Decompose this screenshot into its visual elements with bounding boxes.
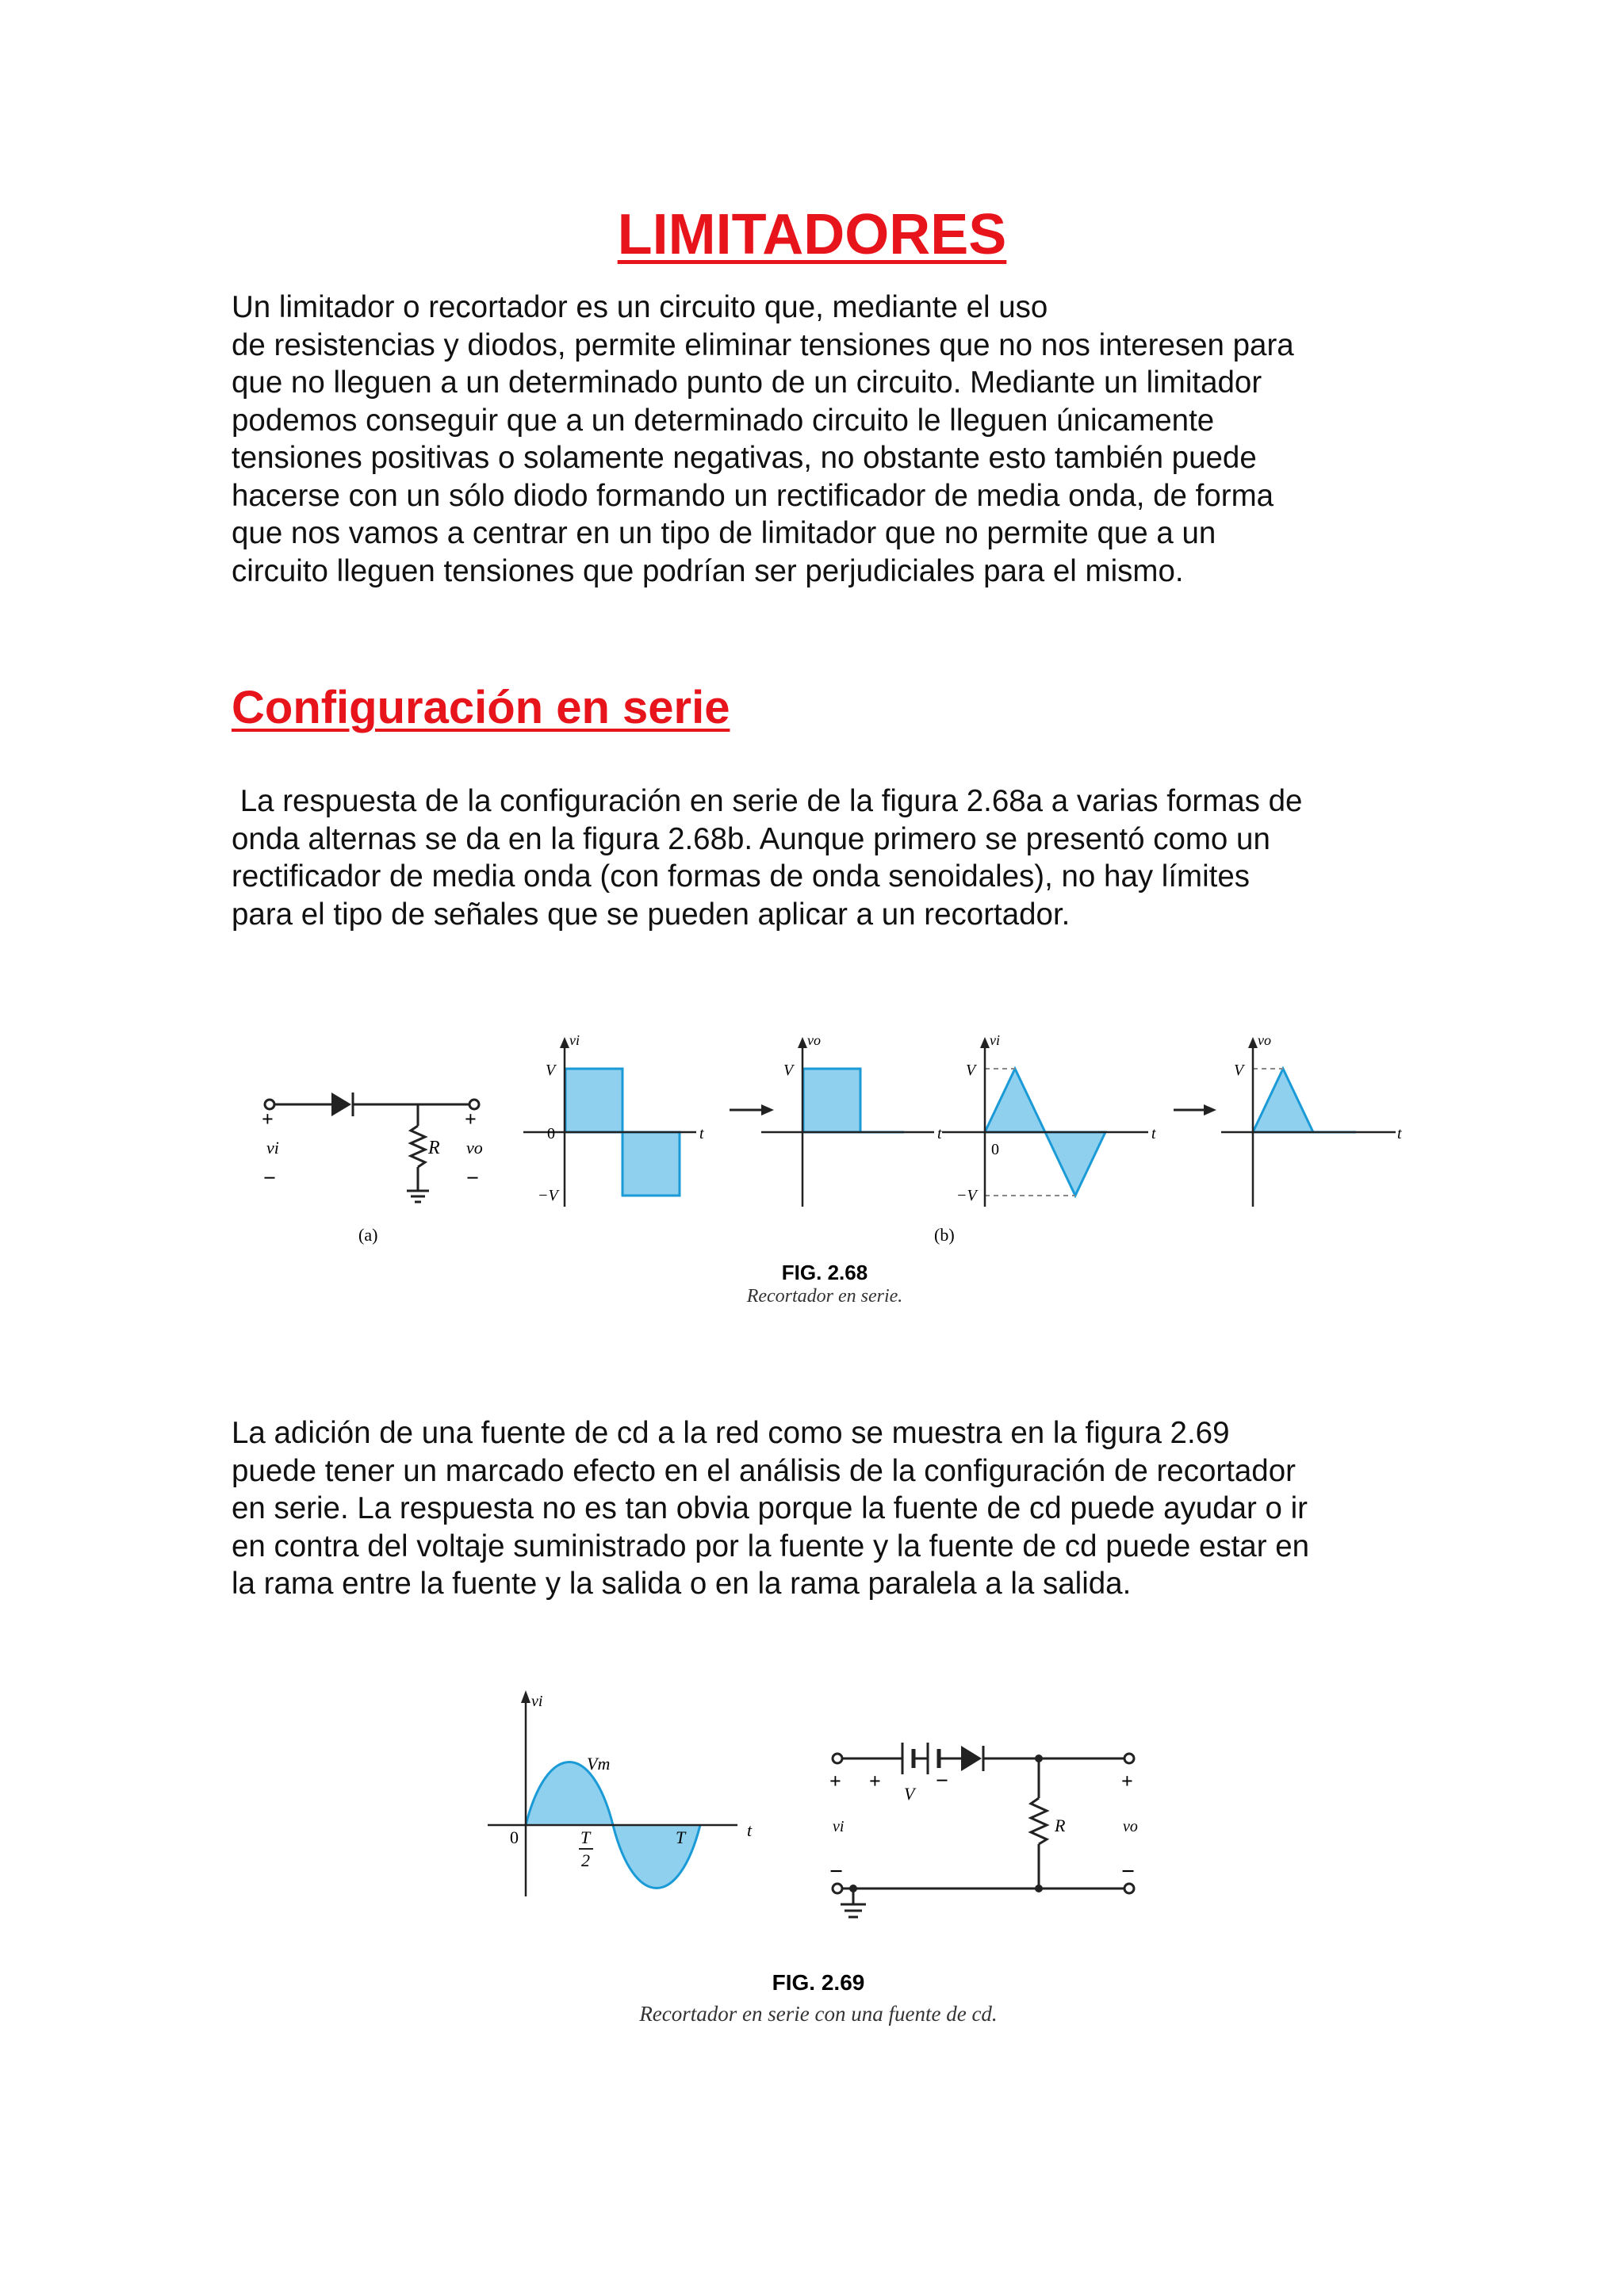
svg-text:V: V: [904, 1784, 915, 1804]
svg-text:−: −: [936, 1769, 948, 1793]
svg-text:0: 0: [991, 1141, 999, 1158]
svg-text:0: 0: [510, 1827, 519, 1847]
vi-label: vi: [266, 1138, 279, 1158]
graph-square-output: [761, 1032, 942, 1207]
svg-text:t: t: [937, 1125, 942, 1142]
graph-triangle-input: [942, 1032, 1156, 1207]
svg-text:V: V: [546, 1062, 556, 1079]
minus-sign: −: [466, 1166, 479, 1191]
text-line: la rama entre la fuente y la salida o en la rama paralela a la salida.: [232, 1567, 1132, 1601]
svg-text:t: t: [1151, 1125, 1156, 1142]
svg-text:−: −: [1121, 1858, 1136, 1885]
svg-text:+: +: [869, 1770, 881, 1793]
text-line: circuito lleguen tensiones que podrían ser perjudiciales para el mismo.: [232, 553, 1184, 588]
page-title: LIMITADORES: [617, 203, 1007, 266]
text-line: para el tipo de señales que se pueden aplicar a un recortador.: [232, 897, 1071, 932]
text-line: que no lleguen a un determinado punto de un circuito. Mediante un limitador: [232, 365, 1262, 400]
text-line: La respuesta de la configuración en serie de la figura 2.68a a varias formas de: [232, 784, 1303, 818]
svg-text:T: T: [580, 1827, 591, 1847]
svg-text:vi: vi: [531, 1693, 543, 1710]
label-b: (b): [934, 1225, 955, 1245]
graph-triangle-output: [1221, 1032, 1402, 1207]
text-line: La adición de una fuente de cd a la red como se muestra en la figura 2.69: [232, 1416, 1230, 1450]
svg-text:t: t: [747, 1820, 753, 1840]
text-line: en serie. La respuesta no es tan obvia porque la fuente de cd puede ayudar o ir: [232, 1491, 1308, 1525]
text-line: puede tener un marcado efecto en el análisis de la configuración de recortador: [232, 1453, 1296, 1488]
circuit-dc-source: [829, 1743, 1138, 1917]
section-paragraph: [232, 783, 1405, 933]
svg-text:vo: vo: [1123, 1818, 1138, 1835]
svg-text:V: V: [966, 1062, 976, 1079]
svg-text:0: 0: [547, 1125, 555, 1142]
graph-square-input: [523, 1032, 704, 1207]
svg-text:V: V: [1234, 1062, 1244, 1079]
svg-text:2: 2: [581, 1850, 590, 1870]
figure-caption: Recortador en serie.: [746, 1286, 903, 1307]
figure-2-68: [238, 1015, 1411, 1332]
plus-sign: +: [465, 1108, 477, 1131]
svg-text:R: R: [1055, 1816, 1066, 1835]
svg-text:V: V: [783, 1062, 794, 1079]
figure-2-69: [476, 1681, 1189, 2053]
arrow-icon: [1204, 1104, 1216, 1115]
svg-text:t: t: [699, 1125, 704, 1142]
svg-text:vi: vi: [569, 1032, 580, 1048]
svg-text:vo: vo: [1258, 1032, 1271, 1048]
arrow-icon: [761, 1104, 774, 1115]
resistor-label: R: [428, 1138, 440, 1158]
graph-sine-input: [488, 1690, 753, 1896]
text-line: tensiones positivas o solamente negativas, no obstante esto también puede: [232, 441, 1257, 475]
text-line: Un limitador o recortador es un circuito que, mediante el uso: [232, 290, 1048, 324]
svg-text:−V: −V: [956, 1187, 977, 1204]
svg-text:t: t: [1397, 1125, 1402, 1142]
text-line: en contra del voltaje suministrado por la fuente y la fuente de cd puede estar en: [232, 1529, 1310, 1563]
text-line: hacerse con un sólo diodo formando un rectificador de media onda, de forma: [232, 478, 1274, 513]
label-a: (a): [358, 1225, 378, 1245]
text-line: que nos vamos a centrar en un tipo de limitador que no permite que a un: [232, 516, 1216, 550]
svg-text:−: −: [829, 1858, 844, 1885]
figure-caption: Recortador en serie con una fuente de cd.: [639, 2002, 998, 2026]
text-line: de resistencias y diodos, permite eliminar tensiones que no nos interesen para: [232, 327, 1294, 362]
minus-sign: −: [263, 1166, 276, 1191]
plus-sign: +: [262, 1108, 274, 1131]
intro-paragraph: [232, 289, 1405, 590]
figure-number: FIG. 2.68: [781, 1261, 868, 1284]
text-line: onda alternas se da en la figura 2.68b. Aunque primero se presentó como un: [232, 821, 1270, 856]
svg-text:vo: vo: [807, 1032, 821, 1048]
svg-text:vi: vi: [833, 1818, 845, 1835]
section-title: Configuración en serie: [232, 682, 730, 733]
text-line: podemos conseguir que a un determinado circuito le lleguen únicamente: [232, 403, 1215, 438]
svg-text:vi: vi: [990, 1032, 1000, 1048]
svg-text:−V: −V: [538, 1187, 558, 1204]
vo-label: vo: [466, 1138, 483, 1158]
svg-text:Vm: Vm: [587, 1754, 611, 1774]
svg-text:T: T: [676, 1827, 686, 1847]
figure-number: FIG. 2.69: [772, 1970, 865, 1995]
svg-text:+: +: [829, 1770, 841, 1793]
svg-text:+: +: [1121, 1770, 1133, 1793]
text-line: rectificador de media onda (con formas de onda senoidales), no hay límites: [232, 859, 1251, 894]
paragraph-2: [232, 1414, 1405, 1603]
